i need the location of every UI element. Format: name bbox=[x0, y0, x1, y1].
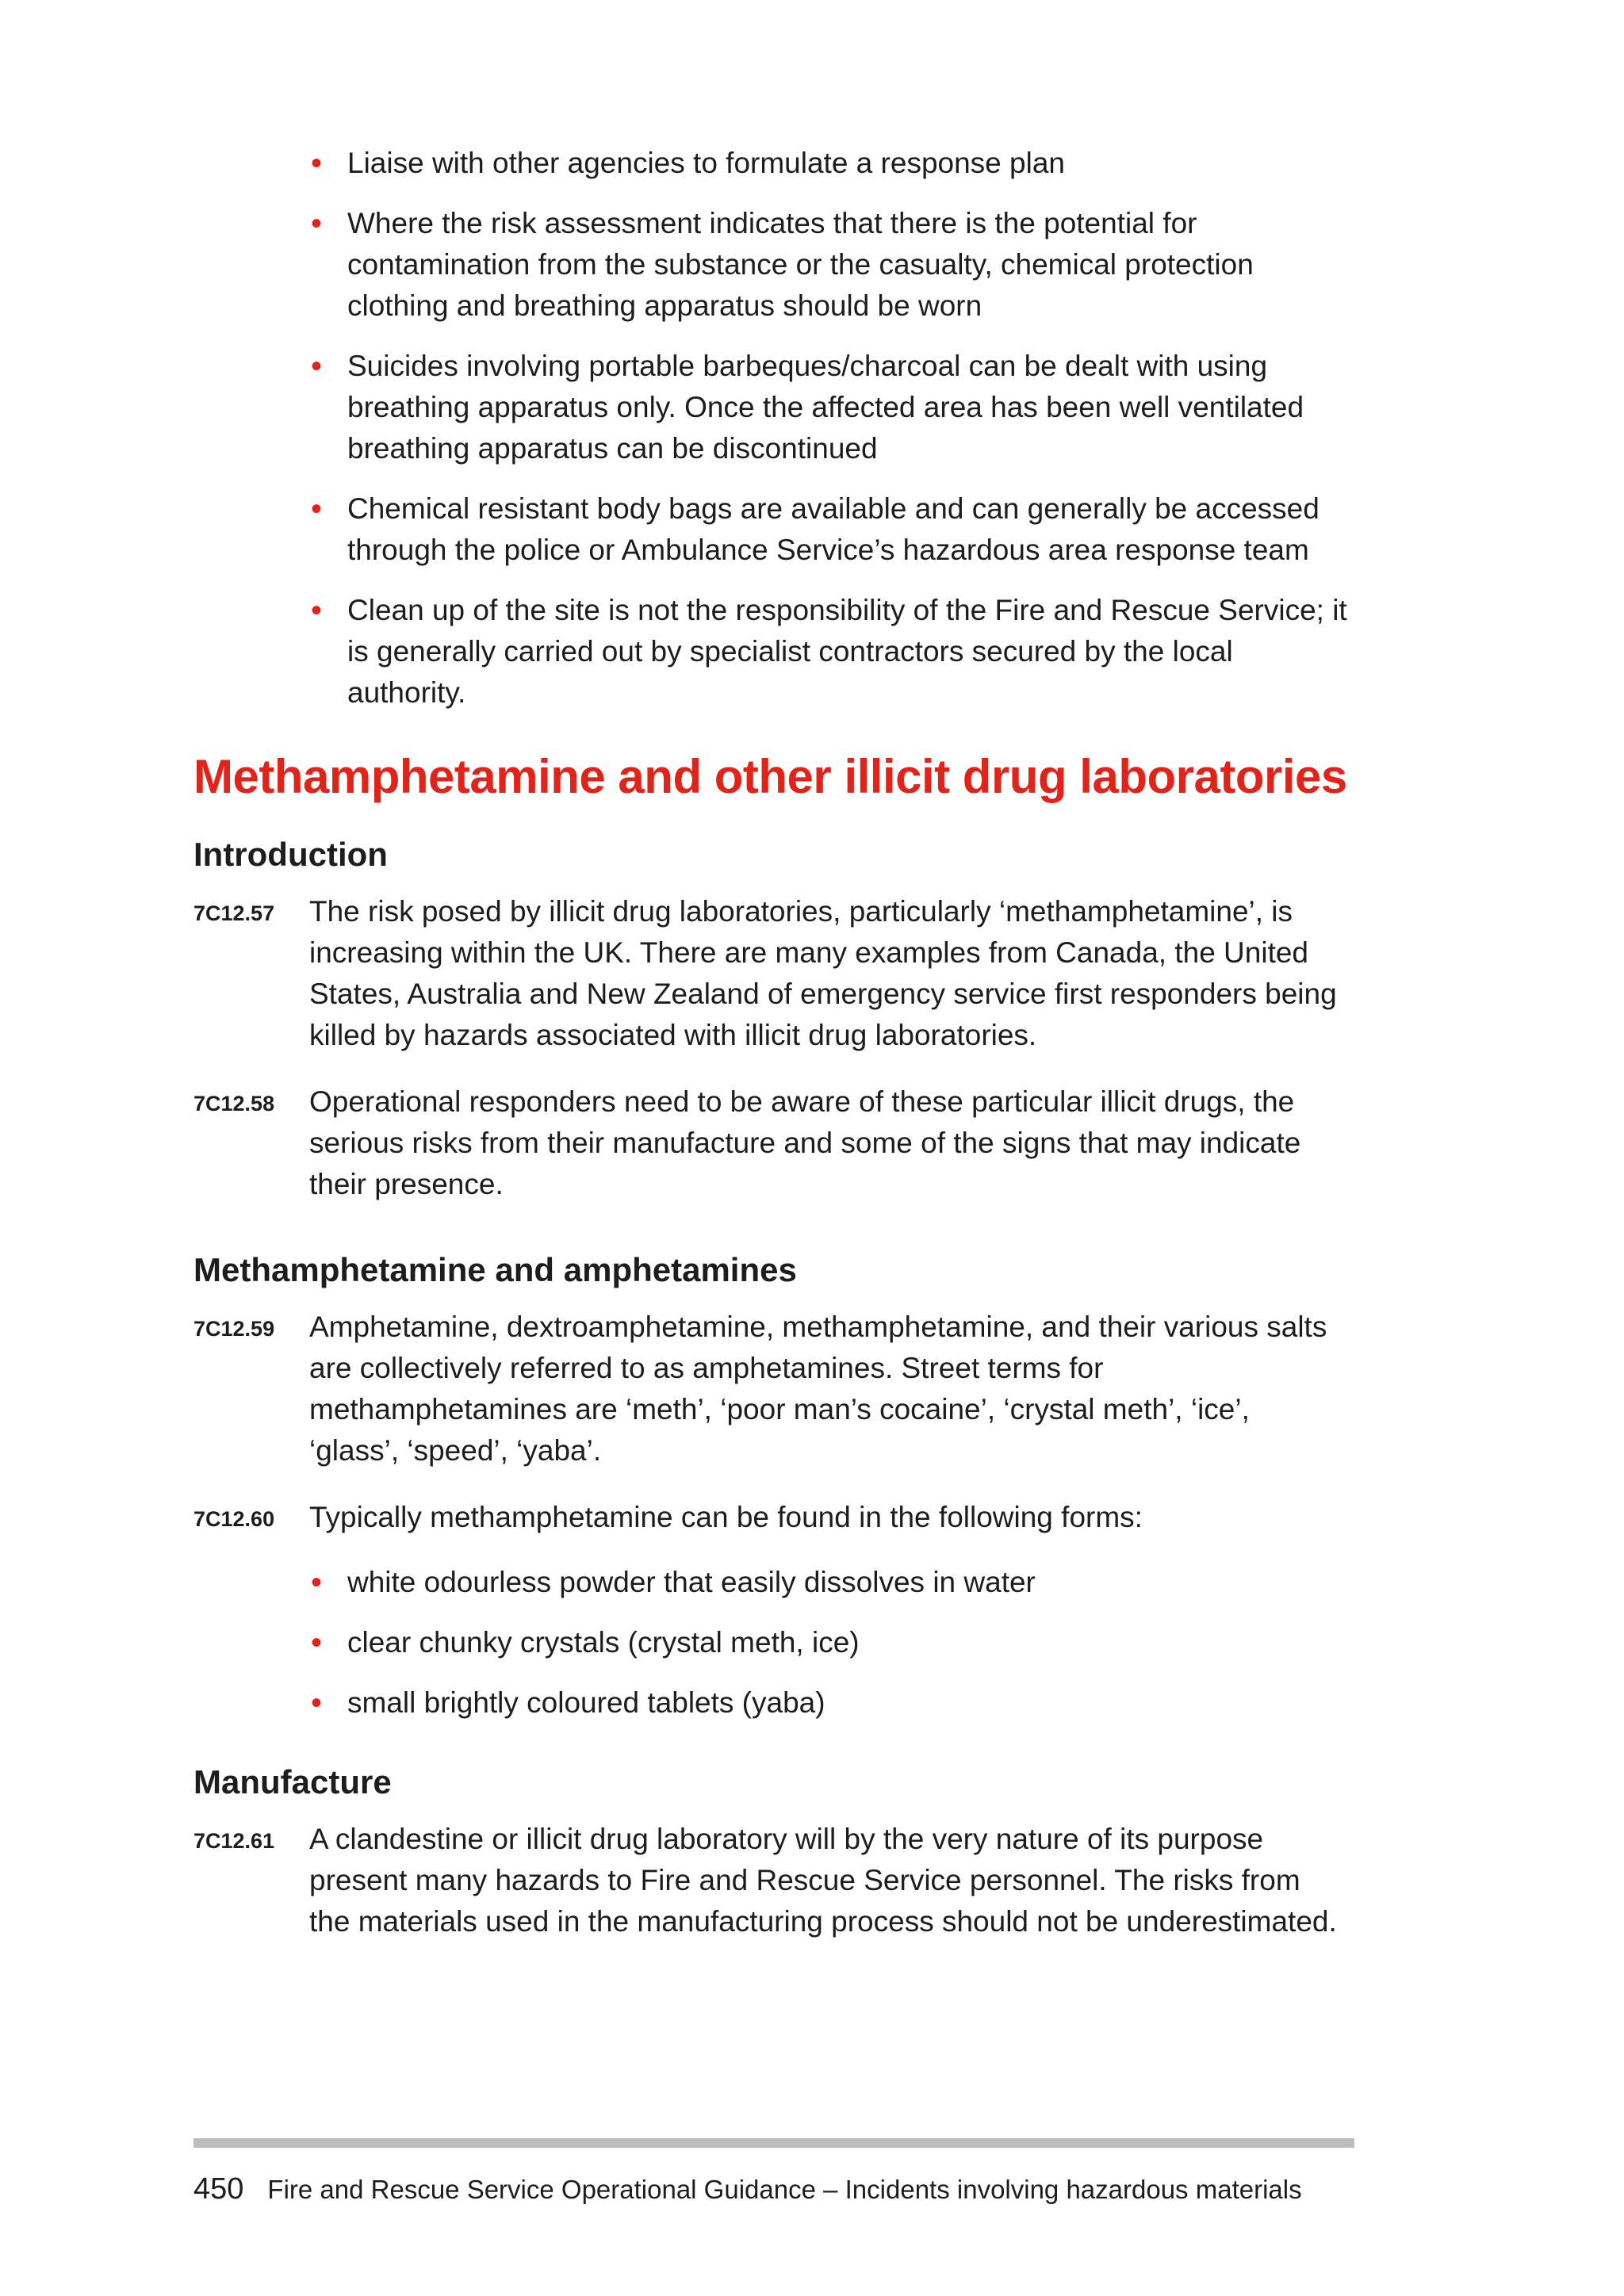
introduction-heading: Introduction bbox=[193, 836, 388, 873]
list-item bbox=[311, 346, 1354, 469]
list-item-text: Chemical resistant body bags are available and can generally be accessed through the police or Ambulance Service’s hazardous area response team bbox=[347, 492, 1320, 566]
page-number: 450 bbox=[193, 2172, 244, 2206]
list-item-text: Suicides involving portable barbeques/charcoal can be dealt with using breathing apparatus only. Once the affected area has been well ventilated breathing apparatus can be discontinued bbox=[347, 350, 1304, 465]
paragraph-number: 7C12.59 bbox=[193, 1317, 275, 1341]
bullet-icon: • bbox=[311, 492, 323, 526]
paragraph bbox=[193, 1307, 1354, 1471]
paragraph-number: 7C12.60 bbox=[193, 1507, 275, 1531]
bullet-icon: • bbox=[311, 146, 323, 181]
bullet-icon: • bbox=[311, 593, 323, 628]
bullet-icon: • bbox=[311, 206, 323, 241]
section-title: Methamphetamine and other illicit drug laboratories bbox=[193, 750, 1347, 803]
list-item-text: Liaise with other agencies to formulate a response plan bbox=[347, 147, 1065, 179]
page-footer bbox=[193, 2172, 1354, 2206]
list-item-text: clear chunky crystals (crystal meth, ice) bbox=[347, 1626, 860, 1659]
bullet-icon: • bbox=[311, 349, 323, 384]
bullet-icon: • bbox=[311, 1625, 323, 1660]
list-item-text: Where the risk assessment indicates that there is the potential for contamination from the substance or the casualty, chemical protection clothing and breathing apparatus should be worn bbox=[347, 207, 1254, 322]
list-item bbox=[311, 590, 1354, 714]
paragraph bbox=[193, 1497, 1354, 1540]
paragraph bbox=[193, 1819, 1354, 1942]
paragraph bbox=[193, 891, 1354, 1056]
paragraph-text: The risk posed by illicit drug laboratories, particularly ‘methamphetamine’, is increasing within the UK. There are many examples from Canada, the United States, Australia and New Zealand of emergency service first responders being killed by hazards associated with illicit drug laboratories. bbox=[309, 895, 1337, 1051]
bullet-icon: • bbox=[311, 1565, 323, 1600]
list-item bbox=[311, 1622, 1354, 1663]
list-item-text: small brightly coloured tablets (yaba) bbox=[347, 1686, 825, 1719]
footer-title: Fire and Rescue Service Operational Guidance – Incidents involving hazardous materials bbox=[267, 2175, 1302, 2204]
paragraph-text: Typically methamphetamine can be found in the following forms: bbox=[309, 1501, 1143, 1533]
bullet-icon: • bbox=[311, 1686, 323, 1720]
amphetamines-heading: Methamphetamine and amphetamines bbox=[193, 1251, 797, 1288]
forms-bullet-list bbox=[193, 1562, 1354, 1724]
list-item bbox=[311, 143, 1354, 184]
paragraph-number: 7C12.57 bbox=[193, 901, 275, 925]
list-item bbox=[311, 1682, 1354, 1724]
footer-divider bbox=[193, 2138, 1354, 2148]
list-item-text: Clean up of the site is not the responsibility of the Fire and Rescue Service; it is generally carried out by specialist contractors secured by the local authority. bbox=[347, 594, 1347, 709]
list-item-text: white odourless powder that easily dissolves in water bbox=[347, 1566, 1036, 1598]
paragraph-text: A clandestine or illicit drug laboratory will by the very nature of its purpose present many hazards to Fire and Rescue Service personnel. The risks from the materials used in the manufacturing process should not be underestimated. bbox=[309, 1823, 1337, 1938]
list-item bbox=[311, 488, 1354, 571]
list-item bbox=[311, 203, 1354, 327]
top-bullet-list bbox=[193, 143, 1354, 714]
paragraph bbox=[193, 1081, 1354, 1205]
paragraph-text: Amphetamine, dextroamphetamine, methamphetamine, and their various salts are collectively referred to as amphetamines. Street terms for methamphetamines are ‘meth’, ‘poor man’s cocaine’, ‘crystal meth’, ‘ice’, ‘glass’, ‘speed’, ‘yaba’. bbox=[309, 1311, 1327, 1467]
list-item bbox=[311, 1562, 1354, 1603]
page-content bbox=[193, 143, 1354, 1968]
paragraph-text: Operational responders need to be aware of these particular illicit drugs, the serious risks from their manufacture and some of the signs that may indicate their presence. bbox=[309, 1085, 1301, 1200]
paragraph-number: 7C12.61 bbox=[193, 1829, 275, 1853]
paragraph-number: 7C12.58 bbox=[193, 1092, 275, 1115]
manufacture-heading: Manufacture bbox=[193, 1763, 392, 1800]
